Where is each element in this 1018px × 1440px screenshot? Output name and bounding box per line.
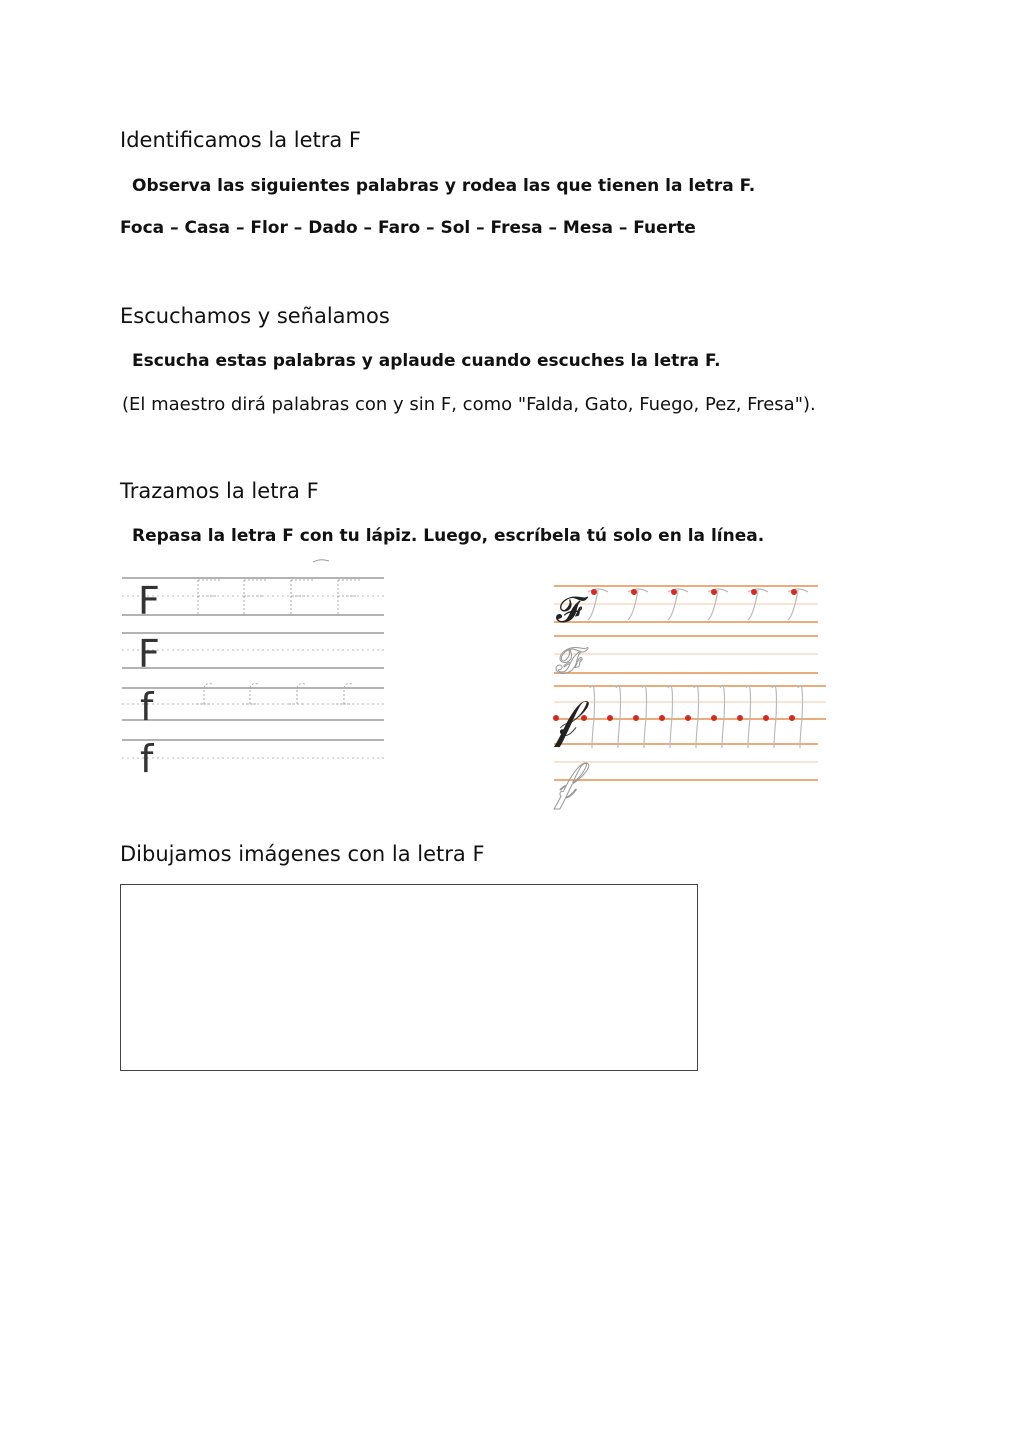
- print-letter-tracing-sheet: [118, 556, 388, 781]
- teacher-note: (El maestro dirá palabras con y sin F, como "Falda, Gato, Fuego, Pez, Fresa").: [122, 394, 816, 415]
- section-title-identify: Identificamos la letra F: [120, 128, 362, 152]
- cursive-lower-f-model: 𝒻: [554, 689, 578, 749]
- instruction-trace: Repasa la letra F con tu lápiz. Luego, escríbela tú solo en la línea.: [132, 526, 765, 546]
- print-upper-f-model-2: F: [138, 632, 160, 676]
- cursive-lower-f-outline: 𝒻: [554, 751, 578, 811]
- print-upper-f-model-1: F: [138, 579, 160, 623]
- word-list: Foca – Casa – Flor – Dado – Faro – Sol – Fresa – Mesa – Fuerte: [120, 218, 696, 238]
- cursive-upper-f-model: 𝓕: [556, 590, 583, 631]
- print-lower-f-model-2: f: [140, 737, 154, 781]
- cursive-letter-tracing-sheet: [544, 576, 826, 811]
- instruction-listen: Escucha estas palabras y aplaude cuando escuches la letra F.: [132, 351, 721, 371]
- section-title-listen: Escuchamos y señalamos: [120, 304, 390, 328]
- section-title-draw: Dibujamos imágenes con la letra F: [120, 842, 485, 866]
- instruction-identify: Observa las siguientes palabras y rodea las que tienen la letra F.: [132, 176, 756, 196]
- drawing-area[interactable]: [120, 884, 698, 1071]
- cursive-upper-f-outline: 𝓕: [556, 641, 583, 682]
- section-title-trace: Trazamos la letra F: [120, 479, 319, 503]
- print-lower-f-model-1: f: [140, 685, 154, 729]
